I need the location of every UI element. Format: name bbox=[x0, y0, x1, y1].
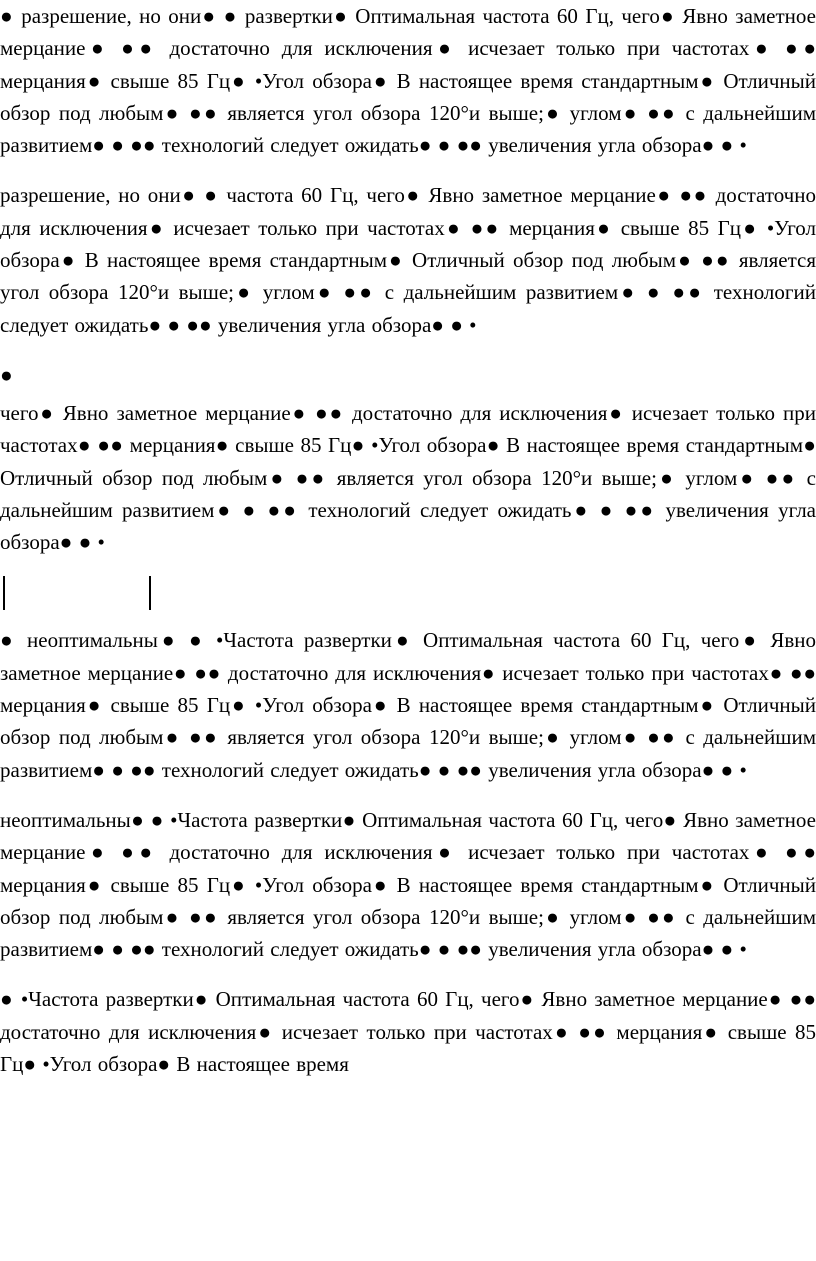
paragraph-5: неоптимальны● ● •Частота развертки● Оптимальная частота 60 Гц, чего● Явно заметное мерцание● ●● достаточно для исключения● исчезает только при частотах● ●● мерцания● свыше 85 Гц● •Угол обзора● В настоящее время стандартным● Отличный обзор под любым● ●● является угол обзора 120°и выше;● углом● ●● с дальнейшим развитием● ● ●● технологий следует ожидать● ● ●● увеличения угла обзора● ● • bbox=[0, 807, 816, 962]
paragraph-2: разрешение, но они● ● частота 60 Гц, чего● Явно заметное мерцание● ●● достаточно для исключения● исчезает только при частотах● ●● мерцания● свыше 85 Гц● •Угол обзора● В настоящее время стандартным● Отличный обзор под любым● ●● является угол обзора 120°и выше;● углом● ●● с дальнейшим развитием● ● ●● технологий следует ожидать● ● ●● увеличения угла обзора● ● • bbox=[0, 183, 816, 337]
border-line-right bbox=[149, 576, 151, 610]
table-border-fragment bbox=[0, 576, 816, 614]
paragraph-3: чего● Явно заметное мерцание● ●● достаточно для исключения● исчезает только при частотах● ●● мерцания● свыше 85 Гц● •Угол обзора● В настоящее время стандартным● Отличный обзор под любым● ●● является угол обзора 120°и выше;● углом● ●● с дальнейшим развитием● ● ●● технологий следует ожидать● ● ●● увеличения угла обзора● ● • bbox=[0, 400, 816, 555]
paragraph-6: ● •Частота развертки● Оптимальная частота 60 Гц, чего● Явно заметное мерцание● ●● достаточно для исключения● исчезает только при частотах● ●● мерцания● свыше 85 Гц● •Угол обзора● В настоящее время bbox=[0, 987, 816, 1077]
bullet-paragraph: ● bbox=[0, 362, 13, 387]
paragraph-4: ● неоптимальны● ● •Частота развертки● Оптимальная частота 60 Гц, чего● Явно заметное мерцание● ●● достаточно для исключения● исчезает только при частотах● ●● мерцания● свыше 85 Гц● •Угол обзора● В настоящее время стандартным● Отличный обзор под любым● ●● является угол обзора 120°и выше;● углом● ●● с дальнейшим развитием● ● ●● технологий следует ожидать● ● ●● увеличения угла обзора● ● • bbox=[0, 628, 816, 782]
border-line-left bbox=[3, 576, 5, 610]
paragraph-1: ● разрешение, но они● ● развертки● Оптимальная частота 60 Гц, чего● Явно заметное мерцание● ●● достаточно для исключения● исчезает только при частотах● ●● мерцания● свыше 85 Гц● •Угол обзора● В настоящее время стандартным● Отличный обзор под любым● ●● является угол обзора 120°и выше;● углом● ●● с дальнейшим развитием● ● ●● технологий следует ожидать● ● ●● увеличения угла обзора● ● • bbox=[0, 4, 816, 158]
